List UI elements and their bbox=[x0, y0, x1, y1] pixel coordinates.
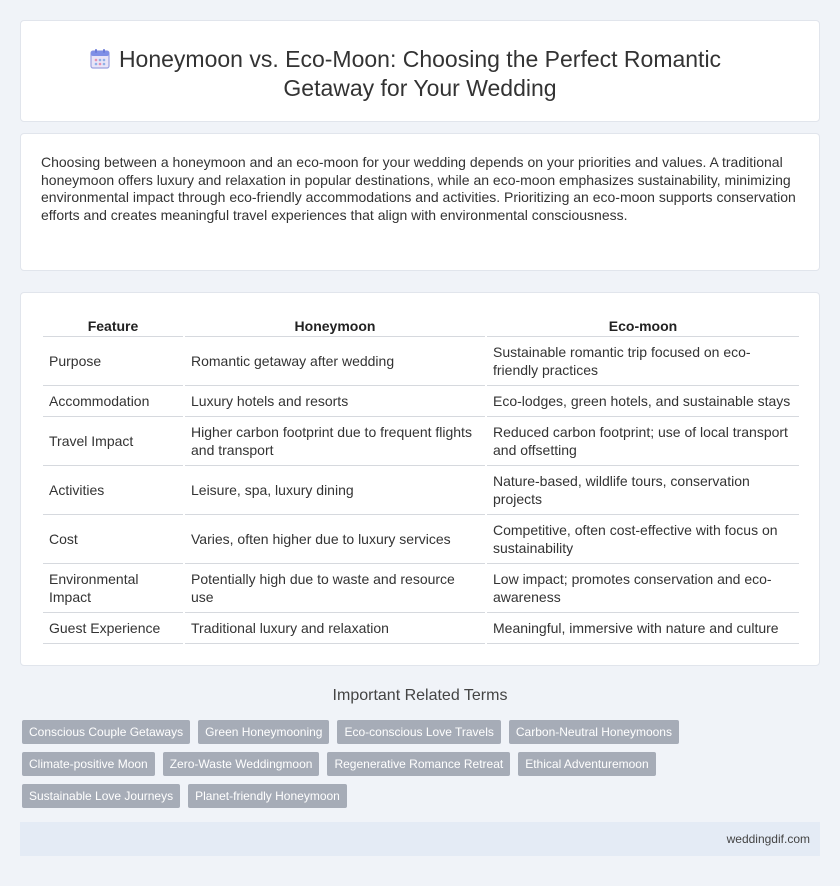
table-row bbox=[43, 613, 799, 644]
table-row bbox=[43, 386, 799, 417]
table-cell: Potentially high due to waste and resource use bbox=[185, 564, 485, 613]
table-cell: Eco-lodges, green hotels, and sustainable stays bbox=[487, 386, 799, 417]
related-terms-title: Important Related Terms bbox=[332, 687, 508, 704]
term-tag[interactable]: Green Honeymooning bbox=[198, 720, 329, 744]
term-tag[interactable]: Eco-conscious Love Travels bbox=[337, 720, 500, 744]
table-cell: Romantic getaway after wedding bbox=[185, 337, 485, 386]
table-row bbox=[43, 337, 799, 386]
table-cell: Environmental Impact bbox=[43, 564, 183, 613]
table-cell: Traditional luxury and relaxation bbox=[185, 613, 485, 644]
table-row bbox=[43, 564, 799, 613]
term-tag[interactable]: Conscious Couple Getaways bbox=[22, 720, 190, 744]
page-title-line1: Honeymoon vs. Eco-Moon: Choosing the Perfect Romantic bbox=[118, 46, 722, 72]
header-card bbox=[20, 20, 820, 122]
footer-site-link[interactable]: weddingdif.com bbox=[726, 832, 810, 846]
term-tag[interactable]: Planet-friendly Honeymoon bbox=[188, 784, 347, 808]
table-row bbox=[43, 417, 799, 466]
table-cell: Competitive, often cost-effective with focus on sustainability bbox=[487, 515, 799, 564]
table-cell: Reduced carbon footprint; use of local transport and offsetting bbox=[487, 417, 799, 466]
table-cell: Nature-based, wildlife tours, conservation projects bbox=[487, 466, 799, 515]
comparison-table bbox=[41, 315, 801, 644]
term-tag[interactable]: Ethical Adventuremoon bbox=[518, 752, 655, 776]
table-cell: Higher carbon footprint due to frequent flights and transport bbox=[185, 417, 485, 466]
table-row bbox=[43, 466, 799, 515]
table-cell: Low impact; promotes conservation and eco-awareness bbox=[487, 564, 799, 613]
intro-card bbox=[20, 133, 820, 271]
column-header-feature: Feature bbox=[43, 315, 183, 337]
column-header-eco-moon: Eco-moon bbox=[487, 315, 799, 337]
table-cell: Activities bbox=[43, 466, 183, 515]
table-cell: Leisure, spa, luxury dining bbox=[185, 466, 485, 515]
table-cell: Guest Experience bbox=[43, 613, 183, 644]
table-cell: Sustainable romantic trip focused on eco-friendly practices bbox=[487, 337, 799, 386]
intro-text: Choosing between a honeymoon and an eco-moon for your wedding depends on your priorities and values. A traditional honeymoon offers luxury and relaxation in popular destinations, while an eco-moon emphasizes sustainability, minimizing environmental impact through eco-friendly accommodations and activities. Prioritizing an eco-moon supports conservation efforts and creates meaningful travel experiences that align with environmental consciousness. bbox=[41, 154, 796, 223]
table-cell: Varies, often higher due to luxury services bbox=[185, 515, 485, 564]
table-cell: Accommodation bbox=[43, 386, 183, 417]
page-title-line2: Getaway for Your Wedding bbox=[283, 75, 557, 101]
table-cell: Cost bbox=[43, 515, 183, 564]
table-header-row bbox=[43, 315, 799, 337]
comparison-card bbox=[20, 292, 820, 666]
term-tag[interactable]: Climate-positive Moon bbox=[22, 752, 155, 776]
table-cell: Luxury hotels and resorts bbox=[185, 386, 485, 417]
footer bbox=[20, 822, 820, 856]
related-terms-list bbox=[22, 720, 822, 816]
term-tag[interactable]: Zero-Waste Weddingmoon bbox=[163, 752, 320, 776]
term-tag[interactable]: Regenerative Romance Retreat bbox=[327, 752, 510, 776]
column-header-honeymoon: Honeymoon bbox=[185, 315, 485, 337]
term-tag[interactable]: Carbon-Neutral Honeymoons bbox=[509, 720, 679, 744]
page-title bbox=[119, 45, 721, 103]
table-cell: Travel Impact bbox=[43, 417, 183, 466]
table-cell: Purpose bbox=[43, 337, 183, 386]
table-cell: Meaningful, immersive with nature and culture bbox=[487, 613, 799, 644]
term-tag[interactable]: Sustainable Love Journeys bbox=[22, 784, 180, 808]
table-row bbox=[43, 515, 799, 564]
